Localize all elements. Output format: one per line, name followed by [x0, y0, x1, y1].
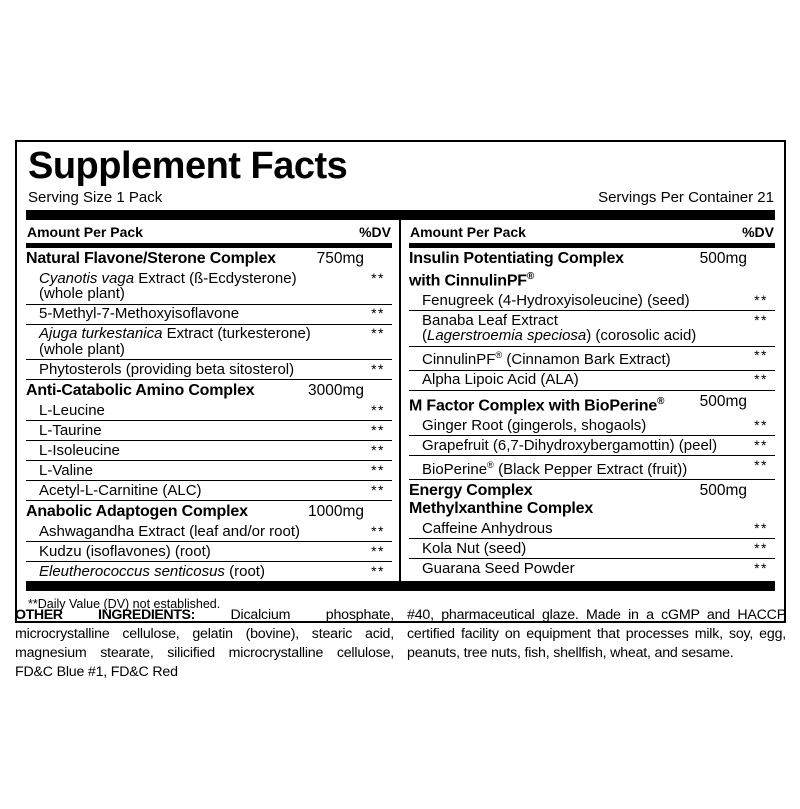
dv-value: ** — [371, 461, 385, 478]
dv-value: ** — [371, 401, 385, 418]
ingredient-row — [26, 561, 392, 581]
dv-value: ** — [754, 347, 768, 364]
section-name: Anabolic Adaptogen Complex — [26, 503, 248, 521]
dv-value: ** — [754, 539, 768, 556]
serving-line — [28, 189, 774, 207]
ingredient-name: Ajuga turkestanica Extract (turkesterone) (whole plant) — [39, 325, 311, 358]
column-body-right — [409, 248, 775, 578]
section-name: M Factor Complex with BioPerine® — [409, 395, 665, 415]
other-ingredients-heading: OTHER INGREDIENTS: — [15, 607, 195, 623]
ingredient-name: Ashwagandha Extract (leaf and/or root) — [39, 522, 300, 540]
dv-value: ** — [371, 305, 385, 322]
ingredient-name: L-Taurine — [39, 421, 102, 439]
ingredient-name: CinnulinPF® (Cinnamon Bark Extract) — [422, 350, 671, 369]
other-ingredients-right: #40, pharmaceutical glaze. Made in a cGMP and HACCP certified facility on equipment that processes milk, soy, egg, peanuts, tree nuts, fish, shellfish, wheat, and sesame. — [407, 607, 786, 661]
ingredient-name: 5-Methyl-7-Methoxyisoflavone — [39, 305, 240, 323]
dv-value: ** — [371, 360, 385, 377]
ingredient-row — [26, 324, 392, 360]
other-ingredients-left — [15, 606, 394, 682]
ingredient-name: Eleutherococcus senticosus (root) — [39, 562, 265, 580]
facts-columns — [26, 220, 775, 581]
ingredient-row — [26, 480, 392, 500]
section-amount: 500mg — [699, 392, 747, 410]
column-body-left — [26, 248, 392, 581]
section-name: Anti-Catabolic Amino Complex — [26, 382, 255, 400]
ingredient-row — [26, 460, 392, 480]
dv-value: ** — [371, 542, 385, 559]
dv-value: ** — [371, 522, 385, 539]
ingredient-row — [26, 440, 392, 460]
top-divider-bar — [26, 210, 775, 220]
other-ingredients-section — [15, 606, 786, 682]
ingredient-name: Banaba Leaf Extract (Lagerstroemia speciosa) (corosolic acid) — [422, 311, 697, 345]
dv-value: ** — [371, 562, 385, 579]
ingredient-name: BioPerine® (Black Pepper Extract (fruit)) — [422, 459, 688, 478]
dv-value: ** — [754, 436, 768, 453]
ingredient-row — [26, 541, 392, 561]
dv-value: ** — [754, 311, 768, 328]
dv-value: ** — [754, 456, 768, 473]
section-name: Insulin Potentiating Complex with CinnulinPF® — [409, 250, 624, 290]
facts-column-right — [399, 220, 775, 581]
dv-value: ** — [754, 371, 768, 388]
ingredient-row — [409, 519, 775, 538]
section-heading-row — [409, 248, 775, 291]
section-heading-row — [26, 248, 392, 269]
ingredient-name: Caffeine Anhydrous — [422, 519, 553, 537]
supplement-facts-panel — [15, 140, 786, 623]
ingredient-name: Acetyl-L-Carnitine (ALC) — [39, 481, 202, 499]
column-header-right — [409, 222, 775, 243]
ingredient-name: Ginger Root (gingerols, shogaols) — [422, 416, 647, 434]
ingredient-row — [26, 420, 392, 440]
section-heading-row — [409, 390, 775, 416]
ingredient-row — [26, 304, 392, 324]
dv-value: ** — [371, 269, 385, 286]
other-ingredients-left-text: Dicalcium phosphate, microcrystalline cellulose, gelatin (bovine), stearic acid, magnesium stearate, silicified microcrystalline cellulose, FD&C Blue #1, FD&C Red — [15, 607, 394, 680]
ingredient-name: Kola Nut (seed) — [422, 539, 527, 557]
ingredient-name: Guarana Seed Powder — [422, 559, 575, 577]
facts-column-left — [26, 220, 399, 581]
ingredient-row — [26, 359, 392, 379]
ingredient-name: Grapefruit (6,7-Dihydroxybergamottin) (peel) — [422, 436, 718, 454]
section-heading-row — [409, 479, 775, 519]
dv-value: ** — [371, 421, 385, 438]
ingredient-name: L-Valine — [39, 461, 93, 479]
ingredient-row — [409, 310, 775, 346]
dv-value: ** — [371, 325, 385, 342]
panel-title: Supplement Facts — [28, 145, 348, 187]
ingredient-row — [409, 370, 775, 390]
section-heading-row — [26, 379, 392, 401]
ingredient-row — [409, 291, 775, 310]
amount-per-pack-label: Amount Per Pack — [410, 224, 526, 241]
bottom-divider-bar — [26, 581, 775, 591]
ingredient-row — [26, 401, 392, 420]
dv-value: ** — [754, 291, 768, 308]
ingredient-name: Phytosterols (providing beta sitosterol) — [39, 360, 295, 378]
ingredient-row — [26, 269, 392, 304]
section-amount: 500mg — [699, 482, 747, 500]
ingredient-row — [409, 416, 775, 435]
section-name: Natural Flavone/Sterone Complex — [26, 250, 276, 268]
servings-per-container-text: Servings Per Container 21 — [598, 189, 774, 207]
percent-dv-label: %DV — [742, 224, 774, 241]
ingredient-name: Kudzu (isoflavones) (root) — [39, 542, 211, 560]
section-amount: 750mg — [316, 250, 364, 268]
ingredient-name: L-Leucine — [39, 401, 105, 419]
section-amount: 3000mg — [307, 382, 364, 400]
section-heading-row — [26, 500, 392, 522]
ingredient-name: L-Isoleucine — [39, 441, 120, 459]
section-amount: 1000mg — [307, 503, 364, 521]
ingredient-name: Fenugreek (4-Hydroxyisoleucine) (seed) — [422, 291, 690, 309]
dv-value: ** — [754, 416, 768, 433]
serving-size-text: Serving Size 1 Pack — [28, 189, 163, 207]
ingredient-row — [409, 558, 775, 578]
ingredient-row — [409, 435, 775, 455]
dv-value: ** — [754, 559, 768, 576]
section-amount: 500mg — [699, 250, 747, 268]
ingredient-row — [26, 522, 392, 541]
dv-value: ** — [754, 519, 768, 536]
column-header-left — [26, 222, 392, 243]
dv-value: ** — [371, 441, 385, 458]
ingredient-name: Alpha Lipoic Acid (ALA) — [422, 371, 579, 389]
ingredient-name: Cyanotis vaga Extract (ß-Ecdysterone) (whole plant) — [39, 269, 297, 303]
ingredient-row — [409, 346, 775, 370]
percent-dv-label: %DV — [359, 224, 391, 241]
dv-value: ** — [371, 481, 385, 498]
dv-footnote: **Daily Value (DV) not established. — [28, 597, 221, 612]
ingredient-row — [409, 538, 775, 558]
amount-per-pack-label: Amount Per Pack — [27, 224, 143, 241]
section-name: Energy Complex Methylxanthine Complex — [409, 482, 594, 518]
ingredient-row — [409, 455, 775, 479]
